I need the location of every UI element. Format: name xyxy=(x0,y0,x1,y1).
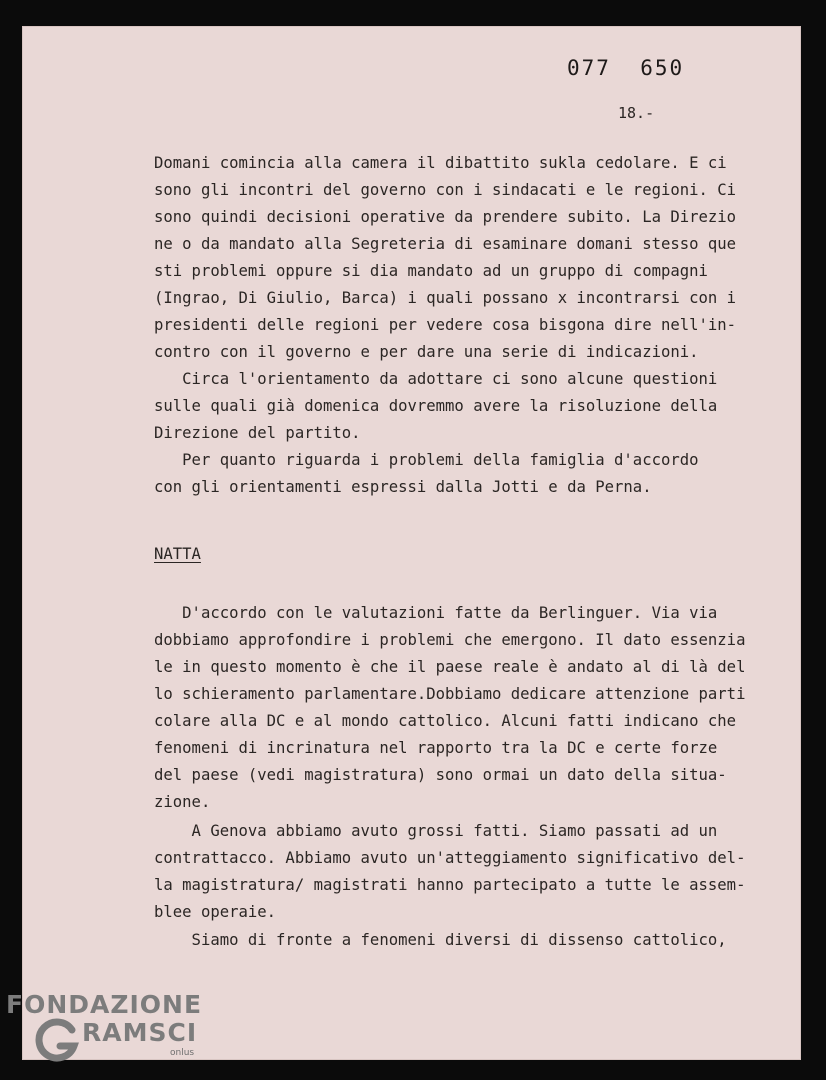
text-line: Domani comincia alla camera il dibattito sukla cedolare. E ci xyxy=(154,154,727,172)
text-line: con gli orientamenti espressi dalla Jotti e da Perna. xyxy=(154,478,652,496)
text-line: blee operaie. xyxy=(154,903,277,921)
text-line: Siamo di fronte a fenomeni diversi di dissenso cattolico, xyxy=(154,931,727,949)
text-line: contrattacco. Abbiamo avuto un'atteggiamento significativo del- xyxy=(154,849,746,867)
archive-number: 077 650 xyxy=(567,56,685,80)
text-line: presidenti delle regioni per vedere cosa bisgona dire nell'in- xyxy=(154,316,737,334)
text-line: colare alla DC e al mondo cattolico. Alcuni fatti indicano che xyxy=(154,712,737,730)
text-line: contro con il governo e per dare una serie di indicazioni. xyxy=(154,343,699,361)
text-line: zione. xyxy=(154,793,211,811)
speaker-heading: NATTA xyxy=(154,545,201,563)
text-line: sono quindi decisioni operative da prendere subito. La Direzio xyxy=(154,208,737,226)
text-line: D'accordo con le valutazioni fatte da Berlinguer. Via via xyxy=(154,604,718,622)
paper-sheet xyxy=(22,26,801,1060)
text-line: sono gli incontri del governo con i sindacati e le regioni. Ci xyxy=(154,181,737,199)
text-line: Direzione del partito. xyxy=(154,424,361,442)
watermark-line1: FONDAZIONE xyxy=(6,990,203,1019)
text-line: del paese (vedi magistratura) sono ormai un dato della situa- xyxy=(154,766,727,784)
text-line: Per quanto riguarda i problemi della famiglia d'accordo xyxy=(154,451,699,469)
watermark-line2: RAMSCI xyxy=(82,1018,198,1047)
text-line: A Genova abbiamo avuto grossi fatti. Siamo passati ad un xyxy=(154,822,718,840)
text-line: ne o da mandato alla Segreteria di esaminare domani stesso que xyxy=(154,235,737,253)
fondazione-gramsci-watermark xyxy=(4,990,214,1070)
text-line: dobbiamo approfondire i problemi che emergono. Il dato essenzia xyxy=(154,631,746,649)
text-line: la magistratura/ magistrati hanno partecipato a tutte le assem- xyxy=(154,876,746,894)
text-line: sulle quali già domenica dovremmo avere la risoluzione della xyxy=(154,397,718,415)
text-line: lo schieramento parlamentare.Dobbiamo dedicare attenzione parti xyxy=(154,685,746,703)
text-line: sti problemi oppure si dia mandato ad un gruppo di compagni xyxy=(154,262,708,280)
watermark-onlus: onlus xyxy=(170,1048,195,1058)
text-line: Circa l'orientamento da adottare ci sono alcune questioni xyxy=(154,370,718,388)
page-number: 18.- xyxy=(618,104,655,122)
text-line: le in questo momento è che il paese reale è andato al di là del xyxy=(154,658,746,676)
text-line: fenomeni di incrinatura nel rapporto tra la DC e certe forze xyxy=(154,739,718,757)
text-line: (Ingrao, Di Giulio, Barca) i quali possano x incontrarsi con i xyxy=(154,289,737,307)
g-logo-icon xyxy=(34,1018,80,1064)
